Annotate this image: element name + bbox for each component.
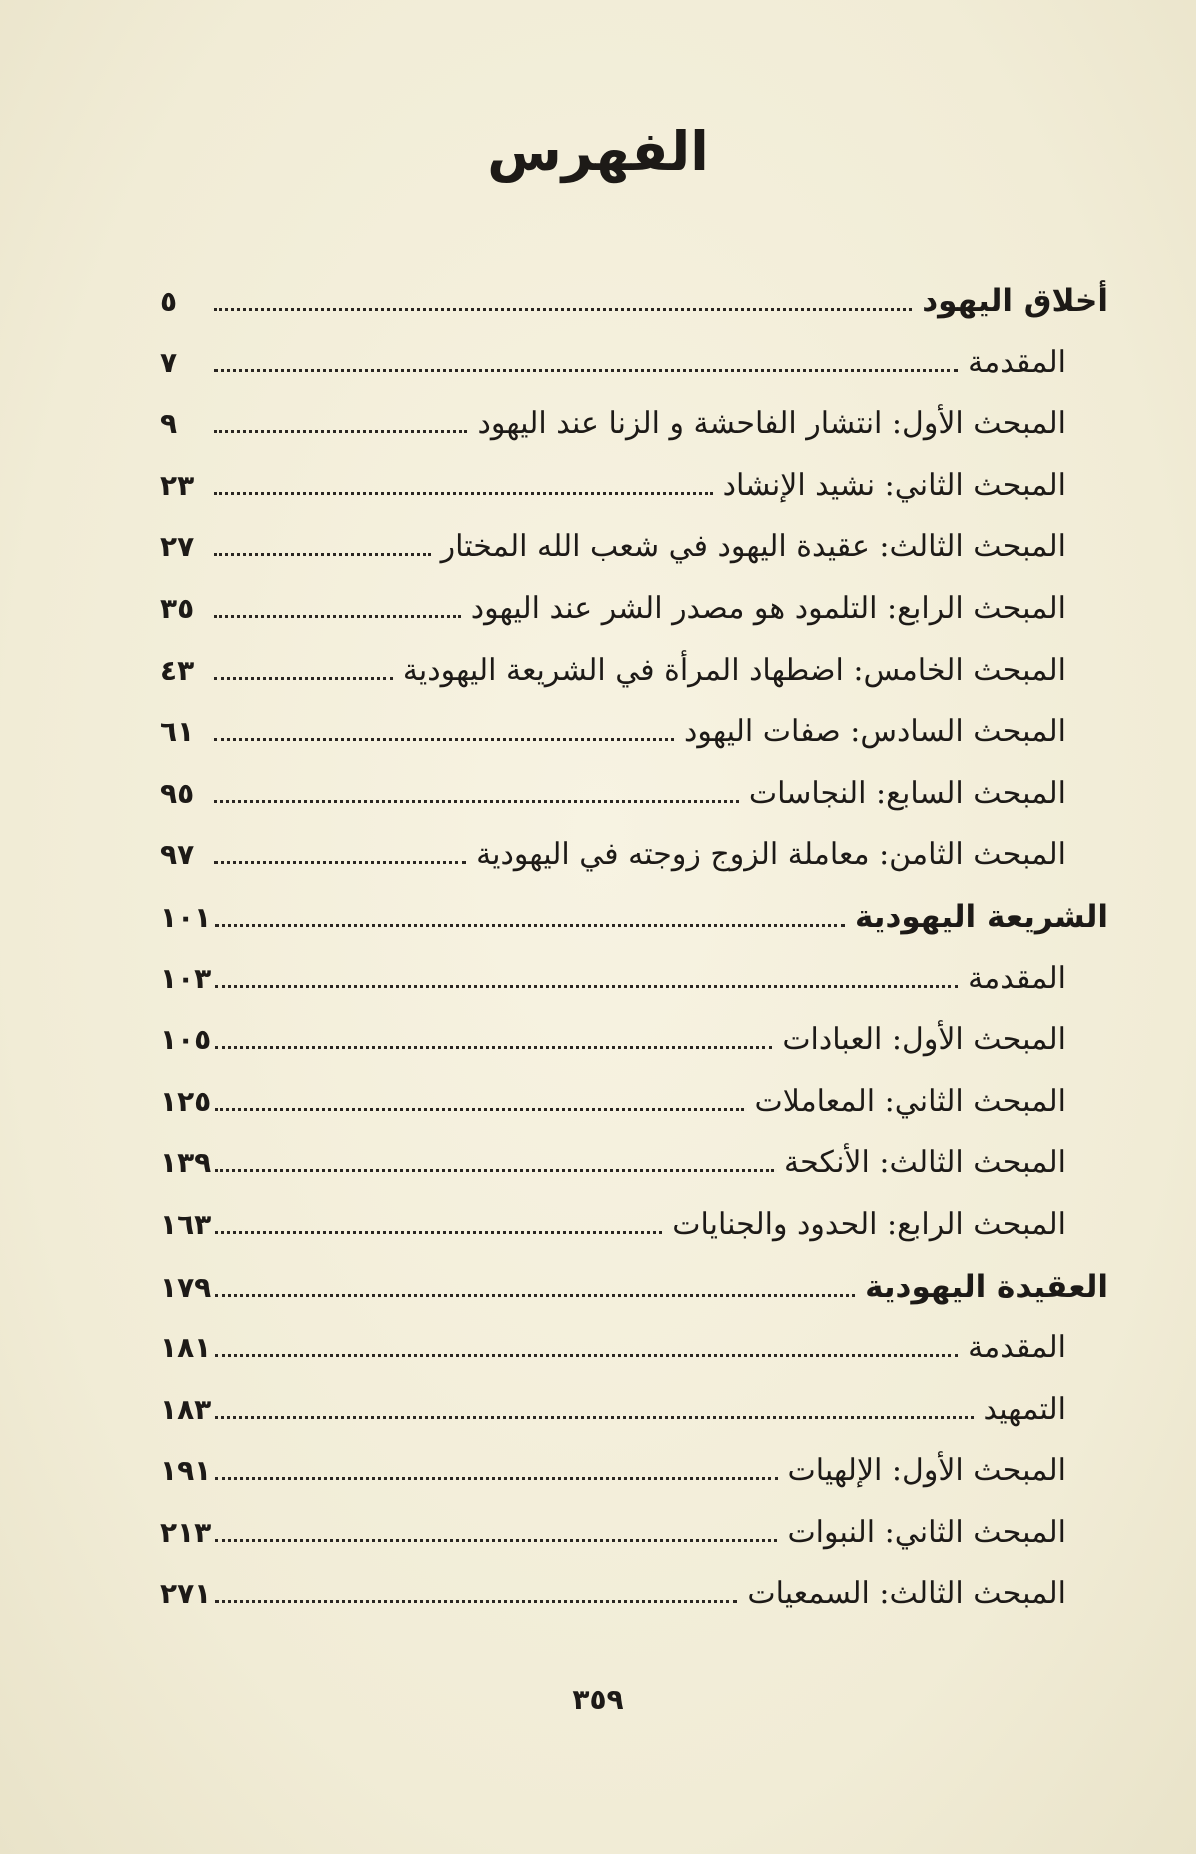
toc-entry (160, 1576, 1108, 1638)
toc-entry (160, 1392, 1108, 1454)
toc-entry-page: ١٠٥ (160, 1023, 212, 1057)
toc-entry-page: ١٦٣ (160, 1207, 212, 1241)
page-number: ٣٥٩ (572, 1683, 624, 1716)
toc-entry-page: ١٨١ (160, 1331, 212, 1365)
dot-leader (214, 677, 393, 680)
toc-entry (160, 1330, 1108, 1392)
toc-entry-page: ٩٥ (160, 776, 195, 810)
toc-entry-label: العقيدة اليهودية (865, 1268, 1108, 1305)
toc-entry (160, 961, 1108, 1023)
toc-entry-page: ٢٧ (160, 530, 195, 564)
dot-leader (215, 1416, 973, 1419)
toc-entry-label: المقدمة (968, 1330, 1066, 1366)
toc-entry (160, 529, 1108, 591)
toc-entry (160, 653, 1108, 715)
dot-leader (215, 1294, 855, 1297)
toc-section-entry (160, 899, 1108, 961)
toc-entry-label: المبحث الثاني: النبوات (787, 1514, 1066, 1550)
toc-entry-page: ٤٣ (160, 653, 195, 687)
toc-entry-label: المبحث السابع: النجاسات (748, 775, 1066, 811)
toc-entry (160, 714, 1108, 776)
toc-entry-label: المبحث الثالث: السمعيات (747, 1576, 1066, 1612)
toc-entry-page: ١٨٣ (160, 1392, 212, 1426)
toc-entry (160, 776, 1108, 838)
toc-entry-page: ١٧٩ (160, 1270, 212, 1304)
toc-entry-page: ٢٣ (160, 468, 195, 502)
dot-leader (214, 861, 466, 864)
dot-leader (215, 1600, 737, 1603)
toc-entry (160, 837, 1108, 899)
toc-entry-label: المبحث الأول: انتشار الفاحشة و الزنا عند اليهود (477, 406, 1066, 442)
toc-entry (160, 406, 1108, 468)
toc-entry-label: المبحث الثامن: معاملة الزوج زوجته في اليهودية (476, 837, 1066, 873)
toc-entry-label: المبحث الأول: الإلهيات (787, 1453, 1066, 1489)
toc-entry-page: ١٢٥ (160, 1084, 212, 1118)
toc-entry-page: ٣٥ (160, 591, 195, 625)
toc-entry-label: المبحث الثالث: الأنكحة (784, 1145, 1066, 1181)
dot-leader (214, 492, 713, 495)
toc-entry-page: ١٠١ (160, 900, 212, 934)
toc-entry-page: ٧ (160, 345, 178, 379)
toc-section-entry (160, 283, 1108, 345)
toc-entry-page: ١٣٩ (160, 1146, 212, 1180)
toc-entry-page: ٩٧ (160, 838, 195, 872)
toc-entry-label: المبحث الأول: العبادات (782, 1022, 1066, 1058)
toc-entry (160, 1084, 1108, 1146)
toc-entry-page: ٥ (160, 285, 178, 318)
toc-entry-label: المقدمة (968, 344, 1066, 380)
toc-entry-page: ٢١٣ (160, 1515, 212, 1549)
toc-entry-label: أخلاق اليهود (922, 283, 1108, 319)
table-of-contents (160, 283, 1108, 1638)
toc-entry (160, 1022, 1108, 1084)
toc-entry-page: ١٩١ (160, 1454, 212, 1488)
dot-leader (215, 1539, 777, 1542)
toc-entry (160, 468, 1108, 530)
dot-leader (214, 369, 958, 372)
toc-entry (160, 591, 1108, 653)
dot-leader (215, 985, 958, 988)
page-title: الفهرس (487, 120, 709, 183)
toc-entry-label: المبحث الرابع: الحدود والجنايات (672, 1206, 1066, 1242)
toc-entry-page: ٦١ (160, 715, 195, 749)
dot-leader (214, 615, 461, 618)
dot-leader (215, 1046, 772, 1049)
toc-entry (160, 1453, 1108, 1515)
dot-leader (215, 1477, 777, 1480)
toc-entry-label: التمهيد (983, 1391, 1066, 1427)
toc-entry (160, 1145, 1108, 1207)
toc-entry-label: المبحث الثاني: المعاملات (754, 1083, 1066, 1119)
dot-leader (215, 1169, 774, 1172)
dot-leader (215, 1231, 662, 1234)
toc-entry-label: المبحث الرابع: التلمود هو مصدر الشر عند اليهود (470, 590, 1066, 626)
dot-leader (214, 800, 739, 803)
toc-entry-page: ١٠٣ (160, 961, 212, 995)
dot-leader (215, 1354, 958, 1357)
toc-entry-label: المبحث الثالث: عقيدة اليهود في شعب الله المختار (440, 529, 1066, 565)
toc-entry-page: ٩ (160, 407, 178, 441)
toc-entry-label: المبحث الخامس: اضطهاد المرأة في الشريعة اليهودية (402, 652, 1066, 688)
dot-leader (214, 553, 431, 556)
toc-entry-label: المبحث السادس: صفات اليهود (683, 714, 1066, 750)
toc-entry-label: المقدمة (968, 960, 1066, 996)
dot-leader (215, 1108, 744, 1111)
dot-leader (214, 430, 467, 433)
toc-entry (160, 1515, 1108, 1577)
toc-entry-page: ٢٧١ (160, 1577, 212, 1611)
toc-entry (160, 345, 1108, 407)
dot-leader (215, 924, 845, 927)
toc-entry-label: المبحث الثاني: نشيد الإنشاد (722, 467, 1066, 503)
dot-leader (214, 738, 674, 741)
dot-leader (214, 308, 912, 311)
toc-section-entry (160, 1269, 1108, 1331)
toc-entry (160, 1207, 1108, 1269)
toc-entry-label: الشريعة اليهودية (855, 898, 1108, 935)
